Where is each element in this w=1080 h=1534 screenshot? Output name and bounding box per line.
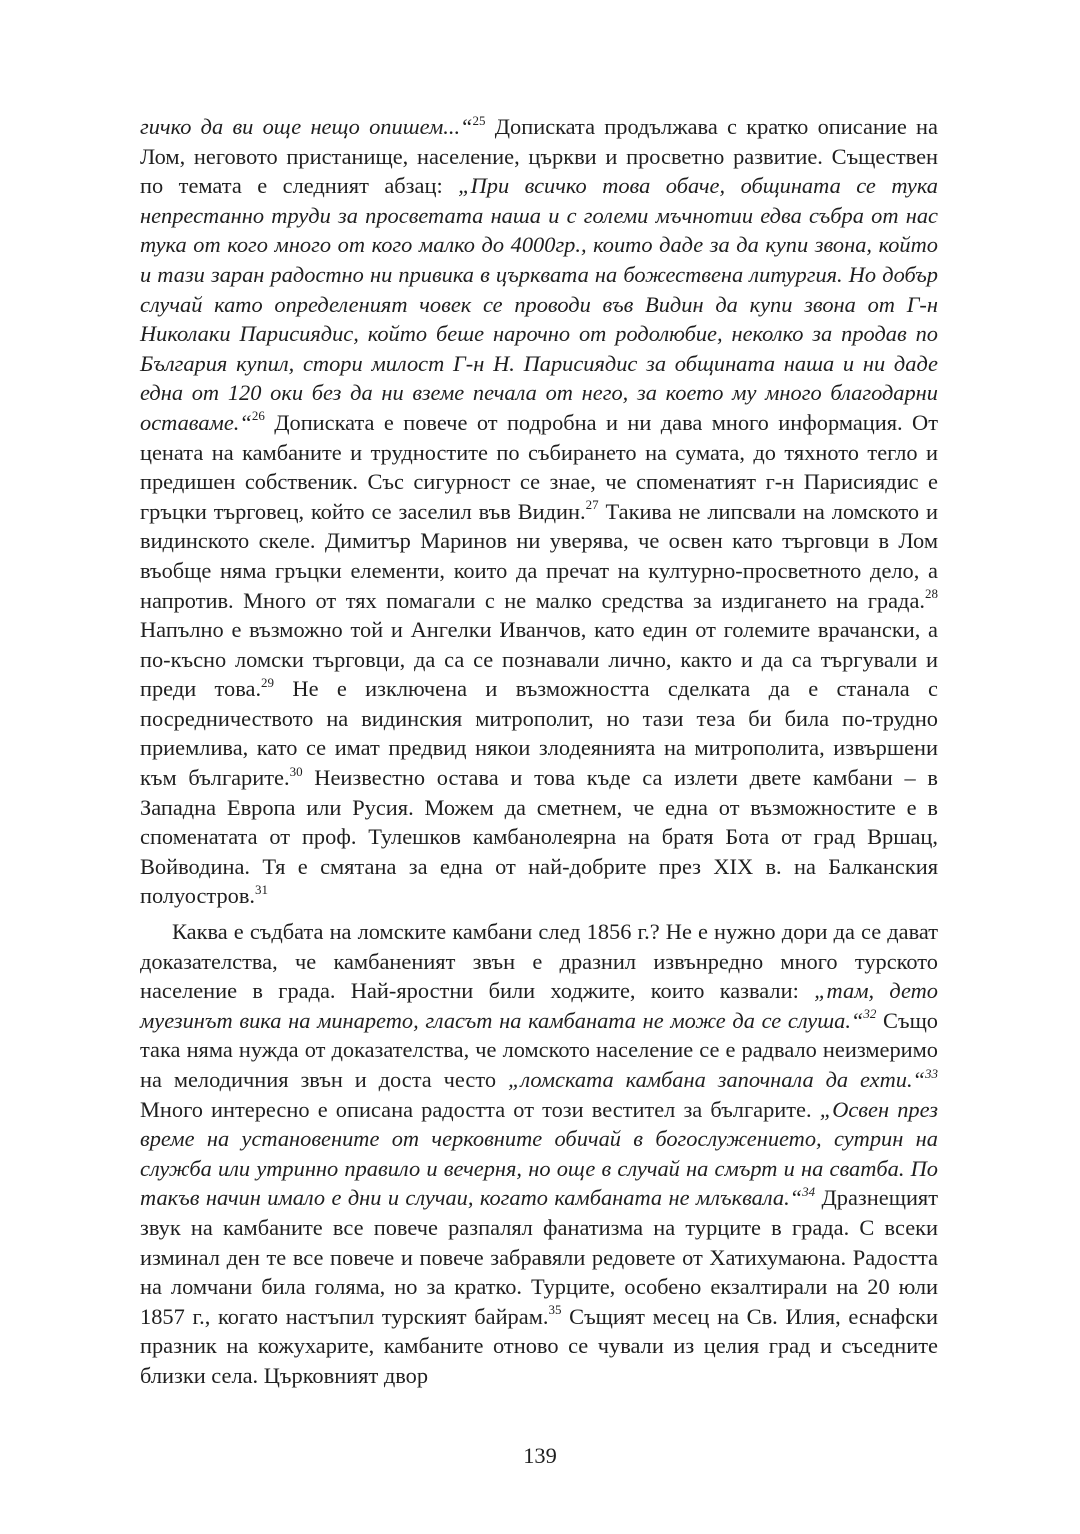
quote-text: „ломската камбана започнала да ехти.“ — [507, 1067, 925, 1092]
paragraph-1 — [140, 112, 938, 911]
footnote-ref-31: 31 — [255, 881, 269, 897]
footnote-ref-29: 29 — [261, 674, 275, 690]
body-text-run: Такива не липсвали на ломското и видинското скеле. Димитър Маринов ни уверява, че освен като търговци в Лом въобще няма гръцки елементи, които да пречат на културно-просветното дело, а напротив. Много от тях помагали с не малко средства за издигането на града. — [140, 498, 938, 613]
body-text-run: Също така няма нужда от доказателства, че ломското население се е радвало неизмеримо на мелодичния звън и доста често — [140, 1007, 939, 1092]
footnote-ref-26: 26 — [251, 408, 265, 424]
body-text-run: Дописката продължава с кратко описание на Лом, неговото пристанище, население, църкви и просветно развитие. Съществен по темата е следният абзац: — [140, 114, 938, 199]
footnote-ref-32: 32 — [863, 1006, 877, 1022]
paragraph-2 — [140, 917, 938, 1391]
body-text-run: Напълно е възможно той и Ангелки Иванчов, като един от големите врачански, а по-късно ломски търговци, да са се познавали лично, както и да са търгували и преди това. — [140, 617, 938, 702]
body-text-run: Дразнещият звук на камбаните все повече разпалял фанатизма на турците в града. С всеки изминал ден те все повече и повече забравяли редовете от Хатихумаюна. Радостта на ломчани била голяма, но за кратко. Турците, особено екзалтирали на 20 юли 1857 г., когато настъпил турският байрам. — [140, 1185, 939, 1329]
body-text-run: Не е изключена и възможността сделката да е станала с посредничеството на видинския митрополит, но тази теза би била по-трудно приемлива, като се имат предвид някои злодеянията на митрополита, извършени към българите. — [140, 676, 938, 791]
footnote-ref-34: 34 — [802, 1183, 816, 1199]
page-number: 139 — [523, 1443, 557, 1468]
footnote-ref-35: 35 — [548, 1302, 562, 1318]
quote-text: „там, дето муезинът вика на минарето, гласът на камбаната не може да се слуша.“ — [140, 978, 938, 1033]
footnote-ref-33: 33 — [925, 1065, 938, 1081]
footnote-ref-27: 27 — [585, 497, 599, 513]
quote-text: гичко да ви още нещо опишем...“ — [140, 114, 473, 139]
body-text-run: Каква е съдбата на ломските камбани след 1856 г.? Не е нужно дори да се дават доказателства, че камбаненият звън е дразнил извънредно много турското население в града. Най-яростни били ходжите, които казвали: — [140, 919, 938, 1004]
quote-text: „Освен през време на установените от черковните обичай в богослужението, сутрин на служба или утринно правило и вечерня, но още в случай на смърт и на сватба. По такъв начин имало е дни и случаи, когато камбаната не млъквала.“ — [140, 1096, 938, 1211]
body-text — [140, 112, 938, 1391]
footnote-ref-28: 28 — [925, 586, 938, 602]
body-text-run: Същият месец на Св. Илия, еснафски празник на кожухарите, камбаните отново се чували из целия град и съседните близки села. Църковният двор — [140, 1303, 938, 1388]
body-text-run: Неизвестно остава и това къде са излети двете камбани – в Западна Европа или Русия. Можем да сметнем, че една от възможностите е в споменатата от проф. Тулешков камбанолеярна на братя Бота от град Вршац, Войводина. Тя е смятана за една от най-добрите през XIX в. на Балканския полуостров. — [140, 765, 938, 909]
footnote-ref-25: 25 — [472, 112, 486, 128]
body-text-run: Дописката е повече от подробна и ни дава много информация. От цената на камбаните и трудностите по събирането на сумата, до тяхното тегло и предишен собственик. Със сигурност се знае, че споменатият г-н Парисиядис е гръцки търговец, който се заселил във Видин. — [140, 409, 938, 524]
footnote-ref-30: 30 — [289, 763, 303, 779]
quote-text: „При всичко това обаче, общината се тука непрестанно труди за просветата наша и с големи мъчнотии едва събра от нас тука от кого много от кого малко до 4000гр., които даде за да купи звона, който и тази заран радостно ни привика в църквата на божествена литургия. Но добър случай като определеният човек се проводи във Видин да купи звона от Г-н Николаки Парисиядис, който беше нарочно от родолюбие, неколко за продав по България купил, стори милост Г-н Н. Парисиядис за общината наша и ни даде една от 120 оки без да ни вземе печала от него, за което му много благодарни оставаме.“ — [140, 173, 938, 435]
body-text-run: Много интересно е описана радостта от този вестител за българите. — [140, 1096, 820, 1122]
